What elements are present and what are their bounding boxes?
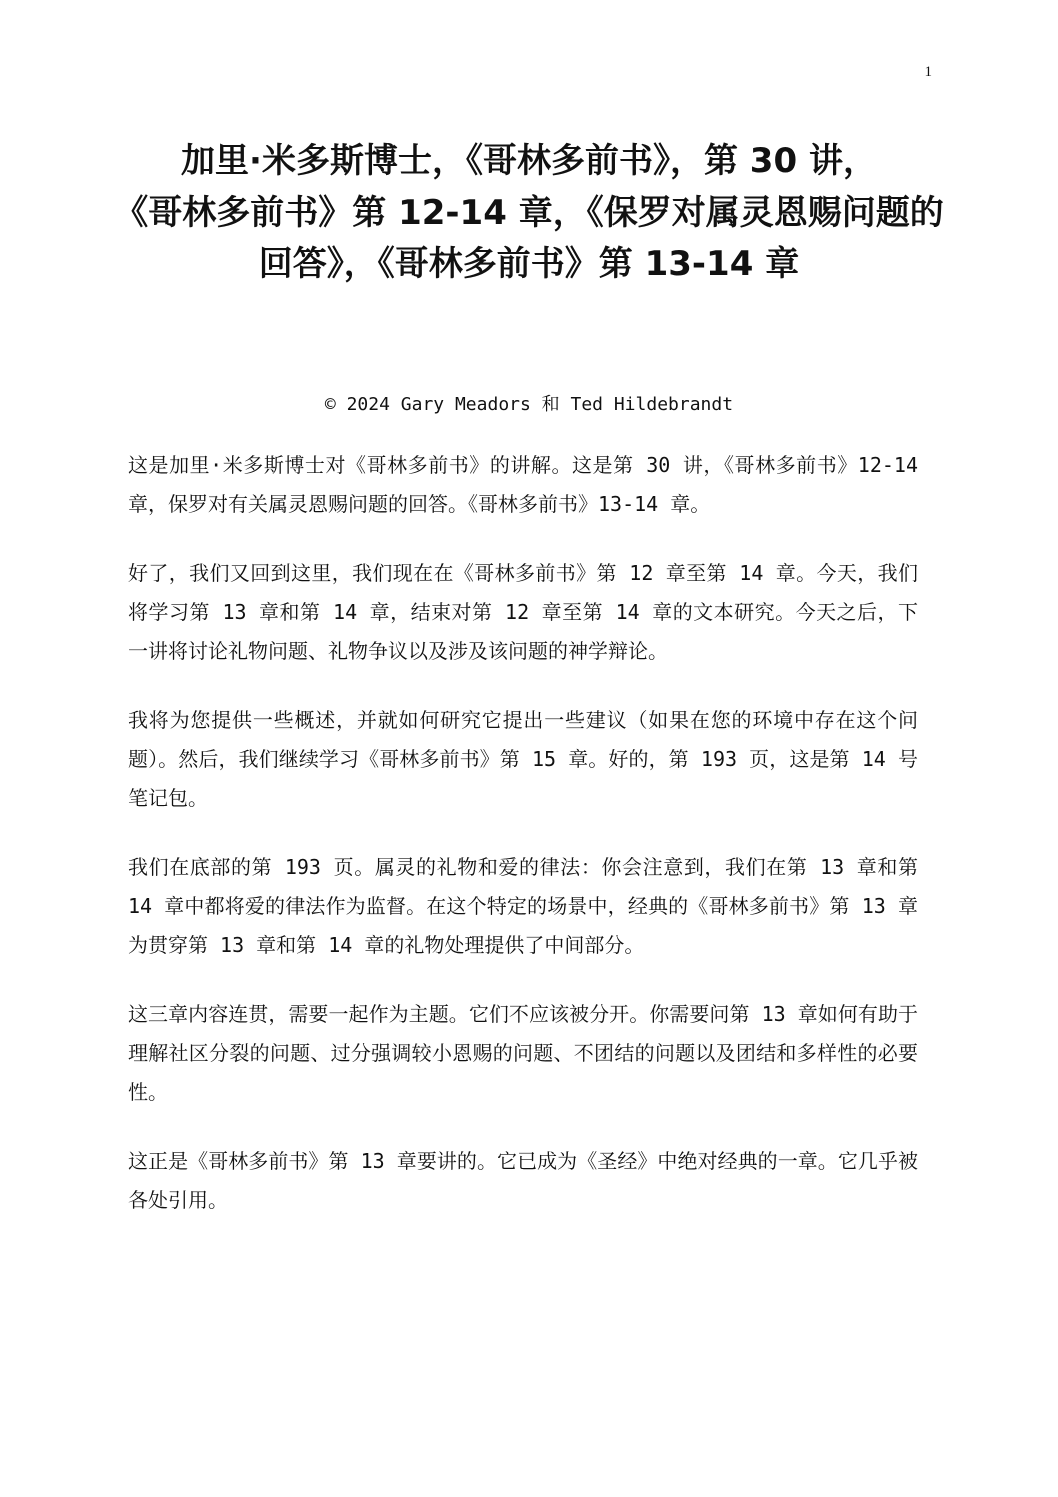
- paragraph-6: 这正是《哥林多前书》第 13 章要讲的。它已成为《圣经》中绝对经典的一章。它几乎被各处引用。: [128, 1149, 918, 1212]
- page-number: 1: [924, 64, 932, 80]
- document-title: [110, 136, 948, 291]
- paragraph-3: 我将为您提供一些概述，并就如何研究它提出一些建议（如果在您的环境中存在这个问题）。然后，我们继续学习《哥林多前书》第 15 章。好的，第 193 页，这是第 14 号笔记包。: [128, 708, 918, 810]
- paragraph-5: 这三章内容连贯，需要一起作为主题。它们不应该被分开。你需要问第 13 章如何有助于理解社区分裂的问题、过分强调较小恩赐的问题、不团结的问题以及团结和多样性的必要性。: [128, 1002, 918, 1104]
- title-line-1: 加里·米多斯博士，《哥林多前书》，第 30 讲，: [181, 141, 877, 181]
- copyright-notice: © 2024 Gary Meadors 和 Ted Hildebrandt: [324, 394, 734, 415]
- paragraph-4: 我们在底部的第 193 页。属灵的礼物和爱的律法：你会注意到，我们在第 13 章和第 14 章中都将爱的律法作为监督。在这个特定的场景中，经典的《哥林多前书》第 13 章为贯穿第 13 章和第 14 章的礼物处理提供了中间部分。: [128, 855, 918, 957]
- title-line-2: 《哥林多前书》第 12-14 章，《保罗对属灵恩赐问题的回答》，《哥林多前书》第 13-14 章: [114, 192, 944, 285]
- document-body: [128, 446, 918, 1250]
- paragraph-2: 好了，我们又回到这里，我们现在在《哥林多前书》第 12 章至第 14 章。今天，我们将学习第 13 章和第 14 章，结束对第 12 章至第 14 章的文本研究。今天之后，下一讲将讨论礼物问题、礼物争议以及涉及该问题的神学辩论。: [128, 561, 918, 663]
- paragraph-1: 这是加里·米多斯博士对《哥林多前书》的讲解。这是第 30 讲，《哥林多前书》12-14 章，保罗对有关属灵恩赐问题的回答。《哥林多前书》13-14 章。: [128, 453, 918, 516]
